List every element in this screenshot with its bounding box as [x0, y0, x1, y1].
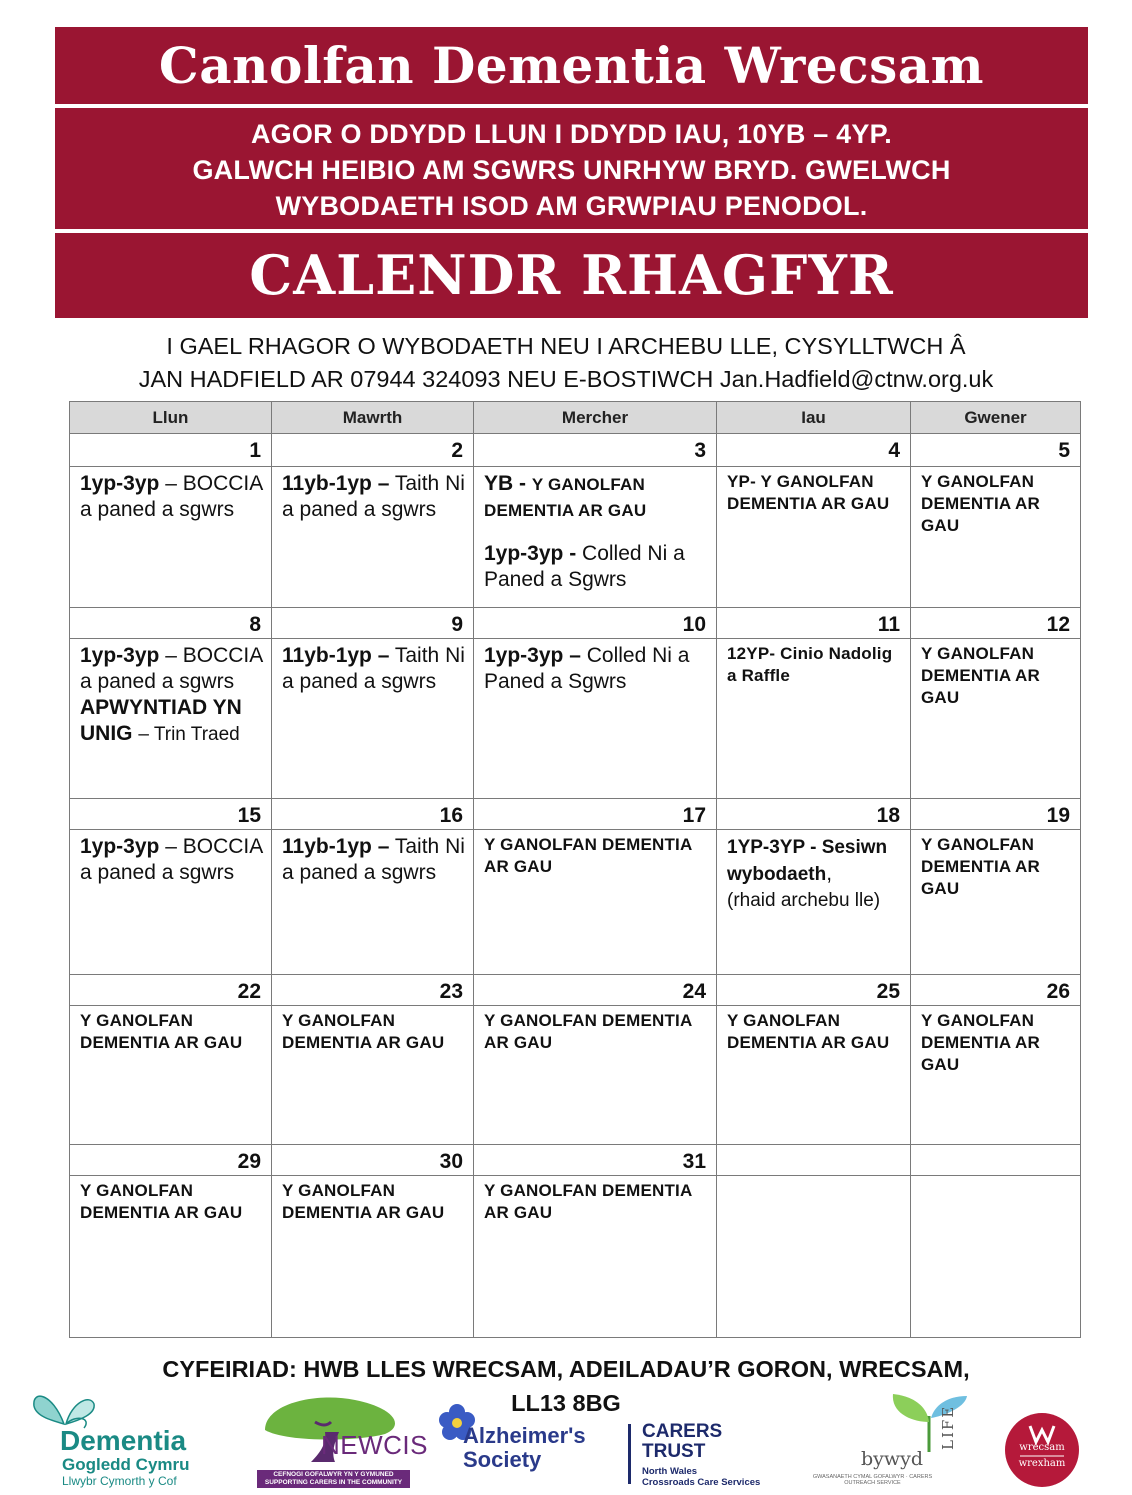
- address-line-2: LL13 8BG: [511, 1390, 621, 1416]
- logo-tagline: [257, 1470, 410, 1488]
- event-cell: [272, 639, 474, 799]
- date-number: 4: [717, 434, 911, 467]
- event-row: [70, 467, 1081, 608]
- event-sep: –: [159, 472, 177, 495]
- event-cell: [911, 639, 1081, 799]
- logo-text: GWASANAETH CYMAL GOFALWYR · CARERS OUTREACH SERVICE: [812, 1474, 933, 1486]
- date-number: 26: [911, 975, 1081, 1006]
- event-text: Taith Ni a paned a sgwrs: [282, 835, 465, 884]
- appointment-only: APWYNTIAD YN UNIG: [80, 696, 242, 745]
- logo-carers-trust: [628, 1422, 788, 1486]
- event-title: 1YP-3YP - Sesiwn wybodaeth: [727, 837, 888, 885]
- info-line-1: AGOR O DDYDD LLUN I DDYDD IAU, 10YB – 4YP.: [250, 119, 892, 149]
- event-row: [70, 830, 1081, 975]
- event-time: 11yb-1yp: [282, 472, 372, 495]
- logo-text: Crossroads Care Services: [642, 1477, 761, 1488]
- event-text: Colled Ni a Paned a Sgwrs: [484, 644, 690, 693]
- event-cell: [474, 639, 717, 799]
- date-number: 17: [474, 799, 717, 830]
- event-row: [70, 639, 1081, 799]
- event-sep: –: [371, 835, 390, 858]
- event-text: BOCCIA a paned a sgwrs: [80, 644, 263, 693]
- date-number: 22: [70, 975, 272, 1006]
- sprout-icon: [885, 1392, 975, 1454]
- logo-text: wrexham: [1018, 1458, 1066, 1469]
- weekday-header: Mawrth: [272, 402, 474, 434]
- event-text: – Trin Traed: [138, 724, 240, 745]
- event-cell: [717, 830, 911, 975]
- event-text: Taith Ni a paned a sgwrs: [282, 644, 465, 693]
- logo-text: Llwybr Cymorth y Cof: [62, 1474, 177, 1488]
- logo-wrexham: [1004, 1412, 1080, 1488]
- month-title: CALENDR RHAGFYR: [249, 243, 894, 307]
- booking-note: (rhaid archebu lle): [727, 890, 881, 911]
- event-text: Taith Ni a paned a sgwrs: [282, 472, 465, 521]
- event-time: 1yp-3yp -: [484, 542, 577, 565]
- logo-text: TRUST: [642, 1441, 706, 1462]
- closed-notice: Y GANOLFAN DEMENTIA AR GAU: [921, 1011, 1040, 1074]
- event-time: 1yp-3yp: [80, 472, 160, 495]
- event-cell: [272, 1006, 474, 1145]
- closed-notice: Y GANOLFAN DEMENTIA AR GAU: [921, 835, 1040, 898]
- contact-info: [40, 330, 1092, 396]
- logo-divider: [628, 1424, 631, 1484]
- logo-text: North Wales: [642, 1466, 698, 1477]
- date-number: 1: [70, 434, 272, 467]
- event-cell: [911, 467, 1081, 608]
- logo-text: SUPPORTING CARERS IN THE COMMUNITY: [264, 1479, 403, 1486]
- event-cell: [474, 467, 717, 608]
- date-number: 18: [717, 799, 911, 830]
- date-number: 3: [474, 434, 717, 467]
- event-sep: –: [563, 644, 581, 667]
- date-number: 25: [717, 975, 911, 1006]
- event-cell-empty: [717, 1176, 911, 1338]
- event-cell: [911, 1006, 1081, 1145]
- event-time: 11yb-1yp: [282, 835, 372, 858]
- event-cell: [474, 1176, 717, 1338]
- date-row: [70, 608, 1081, 639]
- closed-notice: Y GANOLFAN DEMENTIA AR GAU: [484, 1181, 692, 1222]
- event-sep: ,: [826, 862, 833, 885]
- logo-newcis: [255, 1392, 428, 1492]
- event-time: 1yp-3yp: [80, 835, 160, 858]
- date-number: 23: [272, 975, 474, 1006]
- date-number: 12: [911, 608, 1081, 639]
- weekday-header-row: [70, 402, 1081, 434]
- logo-text: Alzheimer's: [463, 1423, 586, 1448]
- event-cell: [474, 830, 717, 975]
- logo-text: CARERS: [642, 1421, 723, 1442]
- event-text: 12YP- Cinio Nadolig a Raffle: [727, 644, 893, 685]
- weekday-header: Mercher: [474, 402, 717, 434]
- logo-text: Dementia: [60, 1425, 187, 1456]
- closed-notice: Y GANOLFAN DEMENTIA AR GAU: [484, 475, 647, 520]
- weekday-header: Iau: [717, 402, 911, 434]
- date-number: [911, 1145, 1081, 1176]
- contact-line-1: I GAEL RHAGOR O WYBODAETH NEU I ARCHEBU LLE, CYSYLLTWCH Â: [166, 333, 966, 359]
- closed-notice: Y GANOLFAN DEMENTIA AR GAU: [484, 835, 692, 876]
- logo-dementia-gogledd-cymru: [30, 1388, 215, 1492]
- calendar-table: [69, 401, 1081, 1338]
- month-banner: [55, 233, 1088, 318]
- date-number: 10: [474, 608, 717, 639]
- weekday-header: Llun: [70, 402, 272, 434]
- event-cell: [272, 830, 474, 975]
- event-cell: [272, 467, 474, 608]
- logo-text: wrecsam: [1019, 1442, 1065, 1453]
- logo-text: Gogledd Cymru: [62, 1455, 190, 1474]
- event-cell: [70, 1006, 272, 1145]
- event-time: 1yp-3yp: [484, 644, 564, 667]
- event-time: 1yp-3yp: [80, 644, 160, 667]
- event-cell-empty: [911, 1176, 1081, 1338]
- date-number: 16: [272, 799, 474, 830]
- closed-notice: Y GANOLFAN DEMENTIA AR GAU: [80, 1181, 243, 1222]
- event-row: [70, 1176, 1081, 1338]
- event-cell: [70, 1176, 272, 1338]
- logo-text: NEWCIS: [321, 1430, 428, 1460]
- logo-text: Society: [463, 1447, 542, 1472]
- date-row: [70, 975, 1081, 1006]
- closed-notice: Y GANOLFAN DEMENTIA AR GAU: [282, 1011, 445, 1052]
- closed-notice: Y GANOLFAN DEMENTIA AR GAU: [80, 1011, 243, 1052]
- event-cell: [911, 830, 1081, 975]
- contact-line-2: JAN HADFIELD AR 07944 324093 NEU E-BOSTIWCH Jan.Hadfield@ctnw.org.uk: [138, 366, 994, 392]
- date-number: [717, 1145, 911, 1176]
- event-cell: [717, 1006, 911, 1145]
- date-number: 31: [474, 1145, 717, 1176]
- event-sep: –: [159, 835, 177, 858]
- header-info-banner: [55, 108, 1088, 229]
- date-number: 9: [272, 608, 474, 639]
- date-number: 8: [70, 608, 272, 639]
- date-row: [70, 434, 1081, 467]
- weekday-header: Gwener: [911, 402, 1081, 434]
- closed-notice: Y GANOLFAN DEMENTIA AR GAU: [921, 644, 1040, 707]
- event-sep: –: [371, 472, 390, 495]
- address-line-1: CYFEIRIAD: HWB LLES WRECSAM, ADEILADAU’R GORON, WRECSAM,: [162, 1356, 970, 1382]
- event-sep: –: [371, 644, 390, 667]
- event-time: YB -: [484, 472, 526, 495]
- partner-logos: [0, 1388, 1132, 1495]
- date-number: 11: [717, 608, 911, 639]
- event-time: 11yb-1yp: [282, 644, 372, 667]
- header-title-banner: [55, 27, 1088, 104]
- logo-text: CEFNOGI GOFALWYR YN Y GYMUNED: [273, 1471, 394, 1478]
- event-cell: [70, 830, 272, 975]
- page-title: Canolfan Dementia Wrecsam: [158, 36, 985, 95]
- event-cell: [70, 467, 272, 608]
- info-line-2: GALWCH HEIBIO AM SGWRS UNRHYW BRYD. GWELWCH: [192, 155, 951, 185]
- date-number: 2: [272, 434, 474, 467]
- closed-notice: Y GANOLFAN DEMENTIA AR GAU: [921, 472, 1040, 535]
- date-number: 24: [474, 975, 717, 1006]
- logo-text: bywyd: [861, 1448, 924, 1470]
- logo-bywyd-life: [805, 1392, 970, 1487]
- date-number: 30: [272, 1145, 474, 1176]
- closed-notice: Y GANOLFAN DEMENTIA AR GAU: [282, 1181, 445, 1222]
- closed-notice: Y GANOLFAN DEMENTIA AR GAU: [727, 1011, 890, 1052]
- date-number: 19: [911, 799, 1081, 830]
- event-cell: [717, 639, 911, 799]
- closed-notice: Y GANOLFAN DEMENTIA AR GAU: [484, 1011, 692, 1052]
- date-number: 29: [70, 1145, 272, 1176]
- event-sep: –: [159, 644, 177, 667]
- event-cell: [474, 1006, 717, 1145]
- event-cell: [272, 1176, 474, 1338]
- event-cell: [717, 467, 911, 608]
- event-cell: [70, 639, 272, 799]
- event-text: Colled Ni a Paned a Sgwrs: [484, 542, 685, 591]
- event-text: BOCCIA a paned a sgwrs: [80, 835, 263, 884]
- date-number: 5: [911, 434, 1081, 467]
- event-text: BOCCIA a paned a sgwrs: [80, 472, 263, 521]
- logo-text: LIFE: [939, 1404, 957, 1450]
- date-number: 15: [70, 799, 272, 830]
- logo-alzheimers-society: [437, 1402, 607, 1482]
- info-line-3: WYBODAETH ISOD AM GRWPIAU PENODOL.: [275, 191, 868, 221]
- date-row: [70, 799, 1081, 830]
- event-row: [70, 1006, 1081, 1145]
- closed-notice: YP- Y GANOLFAN DEMENTIA AR GAU: [727, 472, 890, 513]
- date-row: [70, 1145, 1081, 1176]
